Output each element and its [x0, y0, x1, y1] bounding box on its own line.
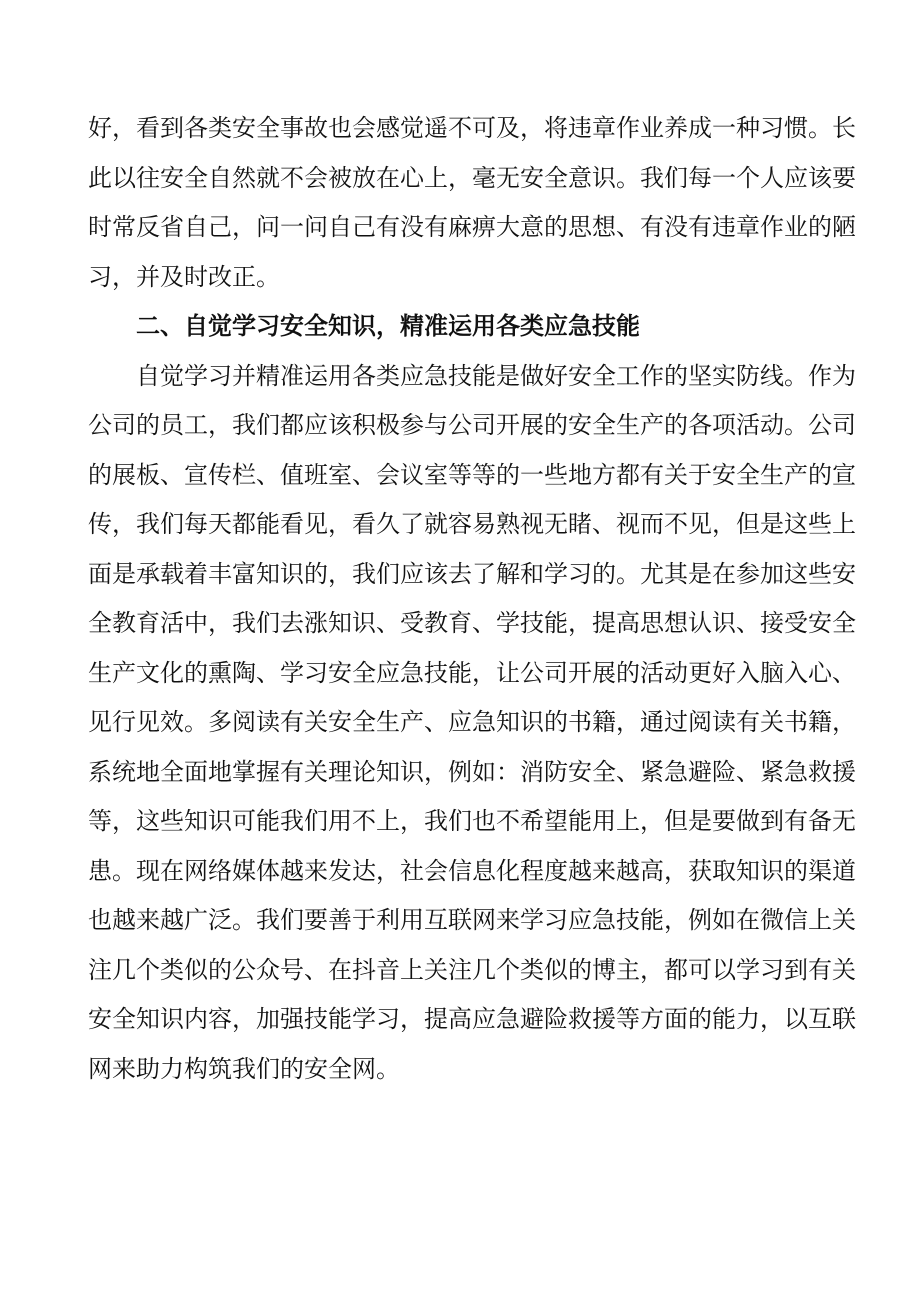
- text-line: 此以往安全自然就不会被放在心上，毫无安全意识。我们每一个人应该要: [88, 163, 856, 192]
- paragraph-continued: [88, 104, 856, 302]
- text-line: 系统地全面地掌握有关理论知识，例如：消防安全、紧急避险、紧急救援: [88, 757, 856, 786]
- text-line: 好，看到各类安全事故也会感觉遥不可及，将违章作业养成一种习惯。长: [88, 114, 856, 142]
- text-line: 时常反省自己，问一问自己有没有麻痹大意的思想、有没有违章作业的陋: [88, 213, 856, 241]
- text-line: 全教育活中，我们去涨知识、受教育、学技能，提高思想认识、接受安全: [88, 609, 856, 637]
- paragraph-main: [88, 352, 856, 1095]
- text-line: 注几个类似的公众号、在抖音上关注几个类似的博主，都可以学习到有关: [88, 955, 856, 984]
- text-line: 自觉学习并精准运用各类应急技能是做好安全工作的坚实防线。作为: [136, 361, 856, 390]
- text-line: 的展板、宣传栏、值班室、会议室等等的一些地方都有关于安全生产的宣: [88, 460, 856, 489]
- text-line: 网来助力构筑我们的安全网。: [88, 1054, 400, 1083]
- document-page: [88, 104, 856, 1094]
- text-line: 安全知识内容，加强技能学习，提高应急避险救援等方面的能力，以互联: [88, 1005, 856, 1033]
- text-line: 患。现在网络媒体越来发达，社会信息化程度越来越高，获取知识的渠道: [88, 856, 856, 885]
- text-line: 见行见效。多阅读有关安全生产、应急知识的书籍，通过阅读有关书籍，: [88, 708, 856, 736]
- text-line: 习，并及时改正。: [88, 262, 280, 291]
- text-line: 生产文化的熏陶、学习安全应急技能，让公司开展的活动更好入脑入心、: [88, 658, 856, 687]
- section-heading: 二、自觉学习安全知识，精准运用各类应急技能: [136, 312, 640, 340]
- text-line: 公司的员工，我们都应该积极参与公司开展的安全生产的各项活动。公司: [88, 411, 856, 439]
- text-line: 也越来越广泛。我们要善于利用互联网来学习应急技能，例如在微信上关: [88, 906, 856, 934]
- text-line: 等，这些知识可能我们用不上，我们也不希望能用上，但是要做到有备无: [88, 807, 856, 835]
- text-line: 面是承载着丰富知识的，我们应该去了解和学习的。尤其是在参加这些安: [88, 559, 856, 588]
- text-line: 传，我们每天都能看见，看久了就容易熟视无睹、视而不见，但是这些上: [88, 510, 856, 538]
